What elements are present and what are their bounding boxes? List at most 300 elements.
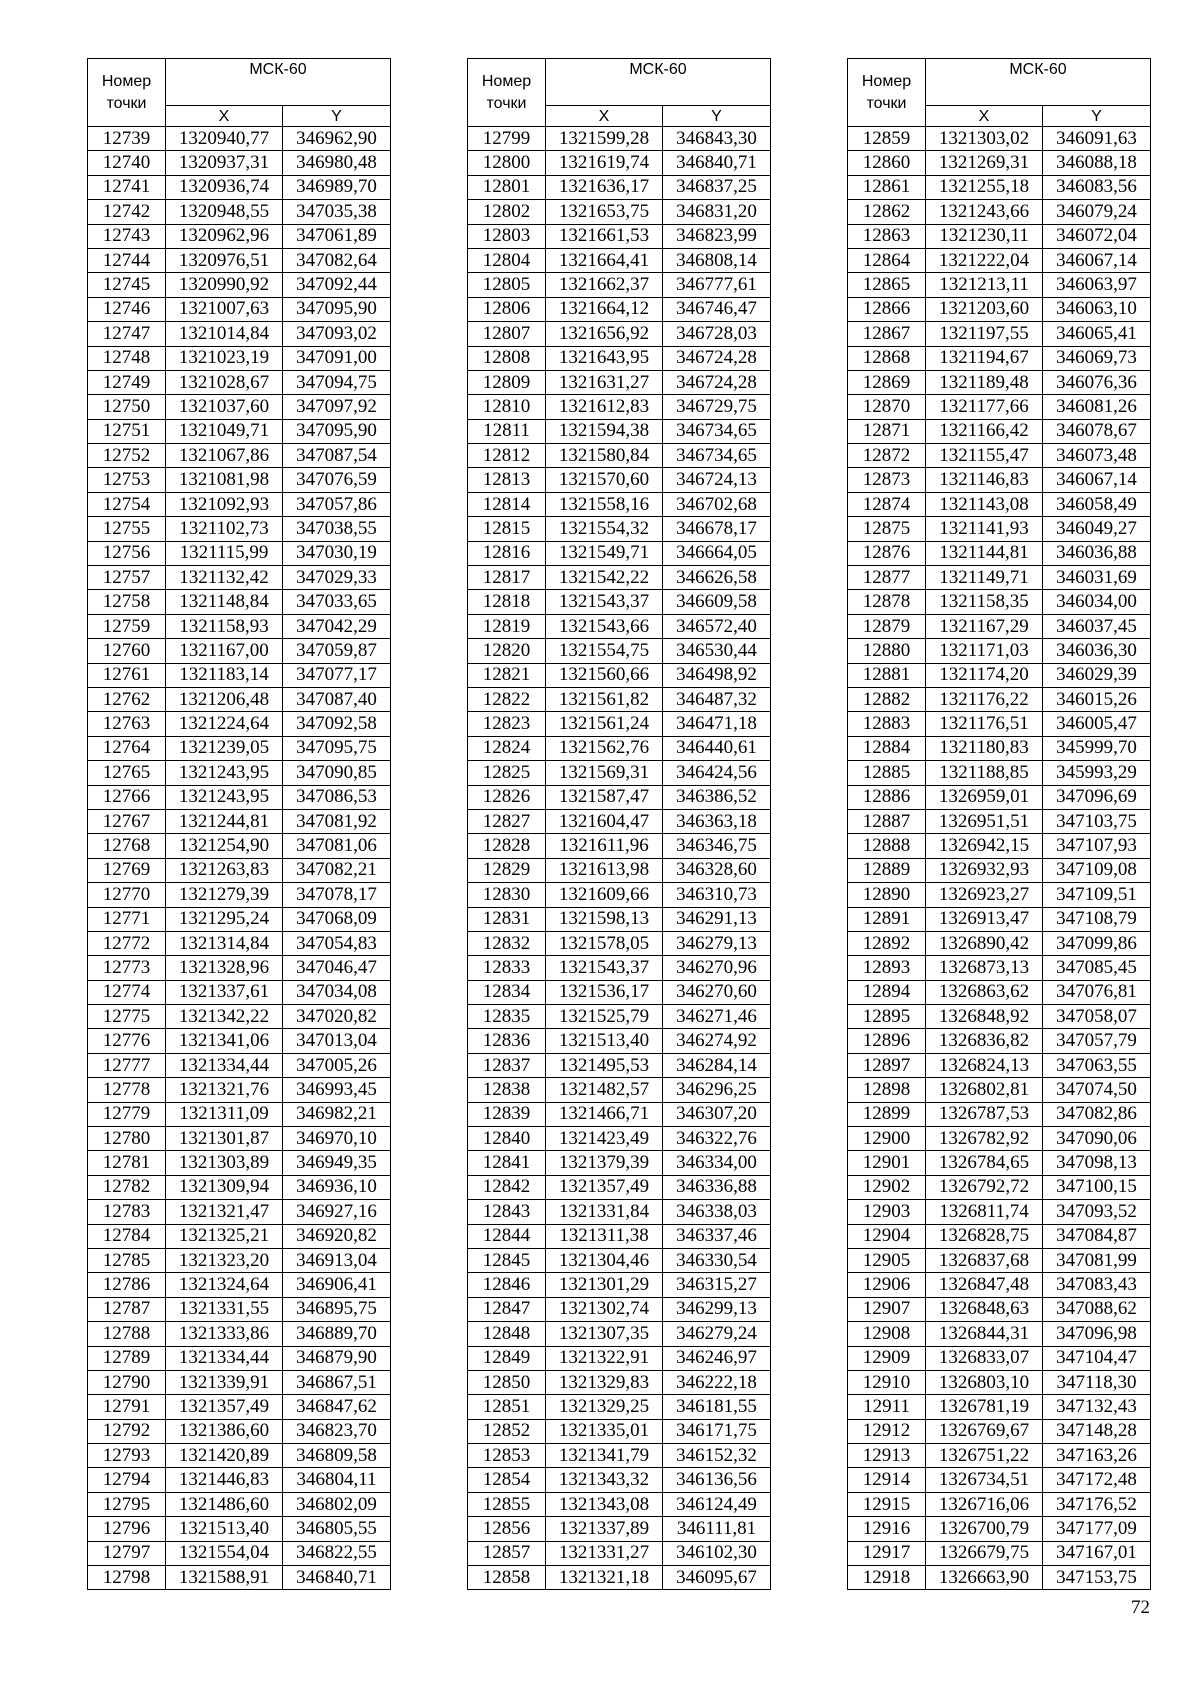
table-row [88,248,391,272]
table-row [88,1517,391,1541]
point-number-cell: 12876 [848,541,926,565]
table-row [468,175,771,199]
table-row [88,785,391,809]
point-number-cell: 12789 [88,1346,166,1370]
table-row [848,1151,1151,1175]
point-number-cell: 12759 [88,614,166,638]
y-coordinate-cell: 346678,17 [663,517,771,541]
point-number-cell: 12853 [468,1444,546,1468]
x-coordinate-cell: 1321379,39 [546,1151,663,1175]
table-row [848,1078,1151,1102]
x-coordinate-cell: 1321337,61 [166,980,283,1004]
y-coordinate-cell: 347042,29 [283,614,391,638]
table-row [848,151,1151,175]
point-number-cell: 12884 [848,736,926,760]
table-row [848,931,1151,955]
x-coordinate-cell: 1326811,74 [926,1200,1043,1224]
y-coordinate-cell: 346307,20 [663,1102,771,1126]
table-row [848,883,1151,907]
x-coordinate-cell: 1321014,84 [166,322,283,346]
table-row [88,1395,391,1419]
point-number-cell: 12834 [468,980,546,1004]
coordinate-system-header: МСК-60 [926,59,1151,106]
x-coordinate-cell: 1321244,81 [166,809,283,833]
x-coordinate-cell: 1321554,04 [166,1541,283,1565]
point-number-cell: 12833 [468,956,546,980]
point-number-cell: 12855 [468,1492,546,1516]
table-row [88,1419,391,1443]
point-number-cell: 12772 [88,931,166,955]
table-row [88,614,391,638]
y-coordinate-cell: 346809,58 [283,1444,391,1468]
x-coordinate-cell: 1321254,90 [166,834,283,858]
x-coordinate-cell: 1321194,67 [926,346,1043,370]
x-coordinate-cell: 1321311,38 [546,1224,663,1248]
y-coordinate-cell: 347092,58 [283,712,391,736]
table-row [88,931,391,955]
table-row [88,541,391,565]
table-row [88,736,391,760]
y-coordinate-cell: 346927,16 [283,1200,391,1224]
x-coordinate-cell: 1321604,47 [546,809,663,833]
table-row [468,1005,771,1029]
x-coordinate-cell: 1321328,96 [166,956,283,980]
point-number-cell: 12750 [88,395,166,419]
x-coordinate-cell: 1321067,86 [166,444,283,468]
x-coordinate-cell: 1321203,60 [926,297,1043,321]
x-coordinate-cell: 1326828,75 [926,1224,1043,1248]
x-coordinate-cell: 1321302,74 [546,1297,663,1321]
table-row [468,248,771,272]
point-number-cell: 12832 [468,931,546,955]
x-coordinate-cell: 1321141,93 [926,517,1043,541]
y-coordinate-cell: 347095,75 [283,736,391,760]
y-coordinate-cell: 346808,14 [663,248,771,272]
x-coordinate-cell: 1321554,75 [546,639,663,663]
y-coordinate-cell: 346079,24 [1043,200,1151,224]
point-number-cell: 12765 [88,761,166,785]
x-coordinate-cell: 1320990,92 [166,273,283,297]
point-number-cell: 12841 [468,1151,546,1175]
point-number-cell: 12865 [848,273,926,297]
table-row [848,1566,1151,1590]
table-row [88,1200,391,1224]
y-coordinate-cell: 346081,26 [1043,395,1151,419]
y-coordinate-cell: 347083,43 [1043,1273,1151,1297]
x-coordinate-cell: 1321599,28 [546,127,663,151]
point-number-cell: 12842 [468,1175,546,1199]
y-coordinate-cell: 346005,47 [1043,712,1151,736]
point-number-cell: 12893 [848,956,926,980]
table-row [848,297,1151,321]
y-coordinate-cell: 346843,30 [663,127,771,151]
point-number-cell: 12766 [88,785,166,809]
table-row [468,1200,771,1224]
table-row [468,1517,771,1541]
point-number-cell: 12779 [88,1102,166,1126]
y-coordinate-cell: 346336,88 [663,1175,771,1199]
x-coordinate-cell: 1326782,92 [926,1127,1043,1151]
point-number-cell: 12781 [88,1151,166,1175]
y-column-header: Y [283,106,391,127]
x-coordinate-cell: 1321324,64 [166,1273,283,1297]
table-row [468,1370,771,1394]
y-coordinate-cell: 346067,14 [1043,248,1151,272]
table-row [88,273,391,297]
point-number-cell: 12827 [468,809,546,833]
y-coordinate-cell: 346777,61 [663,273,771,297]
x-coordinate-cell: 1321334,44 [166,1346,283,1370]
y-coordinate-cell: 347034,08 [283,980,391,1004]
point-number-cell: 12794 [88,1468,166,1492]
x-coordinate-cell: 1326848,92 [926,1005,1043,1029]
y-coordinate-cell: 347077,17 [283,663,391,687]
y-coordinate-cell: 347084,87 [1043,1224,1151,1248]
coordinates-table-1 [87,58,391,1590]
table-row [848,1395,1151,1419]
point-number-cell: 12848 [468,1322,546,1346]
point-number-cell: 12761 [88,663,166,687]
table-row [848,809,1151,833]
point-number-cell: 12791 [88,1395,166,1419]
table-row [88,1224,391,1248]
y-coordinate-cell: 347030,19 [283,541,391,565]
point-number-cell: 12755 [88,517,166,541]
y-coordinate-cell: 347081,99 [1043,1248,1151,1272]
table-row [88,322,391,346]
table-row [848,956,1151,980]
page-number: 72 [1131,1597,1150,1618]
table-row [848,541,1151,565]
x-coordinate-cell: 1321482,57 [546,1078,663,1102]
y-coordinate-cell: 346279,13 [663,931,771,955]
table-row [88,566,391,590]
y-coordinate-cell: 346036,30 [1043,639,1151,663]
y-coordinate-cell: 346322,76 [663,1127,771,1151]
point-number-cell: 12889 [848,858,926,882]
y-coordinate-cell: 346895,75 [283,1297,391,1321]
x-coordinate-cell: 1326873,13 [926,956,1043,980]
y-coordinate-cell: 347013,04 [283,1029,391,1053]
table-row [848,1102,1151,1126]
y-coordinate-cell: 346072,04 [1043,224,1151,248]
x-coordinate-cell: 1321588,91 [166,1566,283,1590]
table-row [88,809,391,833]
x-coordinate-cell: 1326663,90 [926,1566,1043,1590]
y-coordinate-cell: 346067,14 [1043,468,1151,492]
point-number-cell: 12844 [468,1224,546,1248]
table-row [468,468,771,492]
table-row [848,1224,1151,1248]
point-number-cell: 12774 [88,980,166,1004]
y-coordinate-cell: 347029,33 [283,566,391,590]
y-coordinate-cell: 346058,49 [1043,492,1151,516]
table-row [88,1273,391,1297]
point-number-cell: 12877 [848,566,926,590]
point-number-cell: 12898 [848,1078,926,1102]
table-row [468,1175,771,1199]
table-row [88,444,391,468]
x-coordinate-cell: 1326942,15 [926,834,1043,858]
table-row [848,346,1151,370]
point-number-cell: 12805 [468,273,546,297]
point-number-cell: 12802 [468,200,546,224]
point-number-cell: 12763 [88,712,166,736]
x-coordinate-cell: 1321611,96 [546,834,663,858]
y-coordinate-cell: 347108,79 [1043,907,1151,931]
x-coordinate-cell: 1321543,37 [546,590,663,614]
table-row [468,712,771,736]
y-coordinate-cell: 347092,44 [283,273,391,297]
y-coordinate-cell: 346970,10 [283,1127,391,1151]
x-coordinate-cell: 1321243,66 [926,200,1043,224]
x-coordinate-cell: 1321554,32 [546,517,663,541]
table-row [468,614,771,638]
table-row [468,1151,771,1175]
y-coordinate-cell: 347082,64 [283,248,391,272]
x-coordinate-cell: 1321609,66 [546,883,663,907]
table-row [468,1346,771,1370]
x-coordinate-cell: 1321423,49 [546,1127,663,1151]
point-number-cell: 12915 [848,1492,926,1516]
x-coordinate-cell: 1326792,72 [926,1175,1043,1199]
x-coordinate-cell: 1321177,66 [926,395,1043,419]
y-coordinate-cell: 346734,65 [663,444,771,468]
table-row [88,1005,391,1029]
y-coordinate-cell: 347090,06 [1043,1127,1151,1151]
y-coordinate-cell: 346031,69 [1043,566,1151,590]
y-coordinate-cell: 346246,97 [663,1346,771,1370]
point-number-cell: 12917 [848,1541,926,1565]
table-row [848,1541,1151,1565]
y-coordinate-cell: 346724,28 [663,346,771,370]
point-number-cell: 12872 [848,444,926,468]
y-coordinate-cell: 347058,07 [1043,1005,1151,1029]
x-coordinate-cell: 1326848,63 [926,1297,1043,1321]
point-number-cell: 12811 [468,419,546,443]
point-number-cell: 12903 [848,1200,926,1224]
x-coordinate-cell: 1321102,73 [166,517,283,541]
table-row [848,590,1151,614]
table-row [848,1200,1151,1224]
x-coordinate-cell: 1321197,55 [926,322,1043,346]
x-coordinate-cell: 1321023,19 [166,346,283,370]
point-number-cell: 12771 [88,907,166,931]
point-number-cell: 12792 [88,1419,166,1443]
table-row [848,395,1151,419]
x-coordinate-cell: 1321167,29 [926,614,1043,638]
point-number-cell: 12916 [848,1517,926,1541]
table-row [88,1029,391,1053]
x-coordinate-cell: 1326847,48 [926,1273,1043,1297]
point-number-cell: 12796 [88,1517,166,1541]
x-coordinate-cell: 1321321,76 [166,1078,283,1102]
y-coordinate-cell: 346840,71 [283,1566,391,1590]
y-coordinate-cell: 346386,52 [663,785,771,809]
point-number-cell: 12777 [88,1053,166,1077]
y-coordinate-cell: 345999,70 [1043,736,1151,760]
y-coordinate-cell: 346424,56 [663,761,771,785]
x-coordinate-cell: 1321269,31 [926,151,1043,175]
table-row [848,907,1151,931]
y-coordinate-cell: 347097,92 [283,395,391,419]
table-row [468,956,771,980]
table-row [848,370,1151,394]
x-coordinate-cell: 1321661,53 [546,224,663,248]
x-coordinate-cell: 1321239,05 [166,736,283,760]
y-coordinate-cell: 347087,54 [283,444,391,468]
x-coordinate-cell: 1321311,09 [166,1102,283,1126]
y-coordinate-cell: 346822,55 [283,1541,391,1565]
point-number-cell: 12809 [468,370,546,394]
point-number-cell: 12742 [88,200,166,224]
table-row [468,492,771,516]
x-coordinate-cell: 1321636,17 [546,175,663,199]
y-coordinate-cell: 346980,48 [283,151,391,175]
x-coordinate-cell: 1321325,21 [166,1224,283,1248]
table-row [848,712,1151,736]
y-coordinate-cell: 347094,75 [283,370,391,394]
coordinates-table-2 [467,58,771,1590]
y-coordinate-cell: 347085,45 [1043,956,1151,980]
x-coordinate-cell: 1321243,95 [166,785,283,809]
point-number-cell: 12874 [848,492,926,516]
y-coordinate-cell: 347107,93 [1043,834,1151,858]
table-row [848,273,1151,297]
y-coordinate-cell: 346284,14 [663,1053,771,1077]
table-row [88,419,391,443]
x-coordinate-cell: 1321335,01 [546,1419,663,1443]
table-row [468,419,771,443]
y-coordinate-cell: 347132,43 [1043,1395,1151,1419]
x-coordinate-cell: 1321307,35 [546,1322,663,1346]
table-row [468,590,771,614]
y-coordinate-cell: 346823,99 [663,224,771,248]
y-coordinate-cell: 347078,17 [283,883,391,907]
table-row [468,639,771,663]
table-row [848,1370,1151,1394]
y-coordinate-cell: 346487,32 [663,687,771,711]
y-coordinate-cell: 347103,75 [1043,809,1151,833]
point-number-cell: 12869 [848,370,926,394]
y-coordinate-cell: 346920,82 [283,1224,391,1248]
table-row [468,1492,771,1516]
table-row [468,151,771,175]
y-coordinate-cell: 347172,48 [1043,1468,1151,1492]
y-coordinate-cell: 346962,90 [283,127,391,151]
y-coordinate-cell: 347038,55 [283,517,391,541]
table-row [468,1419,771,1443]
x-coordinate-cell: 1321303,02 [926,127,1043,151]
y-coordinate-cell: 346328,60 [663,858,771,882]
x-coordinate-cell: 1321243,95 [166,761,283,785]
y-coordinate-cell: 346334,00 [663,1151,771,1175]
table-row [848,639,1151,663]
table-row [848,736,1151,760]
x-coordinate-cell: 1321301,87 [166,1127,283,1151]
table-row [468,931,771,955]
x-coordinate-cell: 1321222,04 [926,248,1043,272]
x-coordinate-cell: 1321513,40 [546,1029,663,1053]
x-coordinate-cell: 1326700,79 [926,1517,1043,1541]
point-number-cell: 12756 [88,541,166,565]
x-coordinate-cell: 1326913,47 [926,907,1043,931]
y-coordinate-cell: 346076,36 [1043,370,1151,394]
y-coordinate-cell: 347163,26 [1043,1444,1151,1468]
y-coordinate-cell: 346572,40 [663,614,771,638]
table-row [468,1541,771,1565]
point-number-cell: 12859 [848,127,926,151]
y-coordinate-cell: 346804,11 [283,1468,391,1492]
point-number-cell: 12810 [468,395,546,419]
x-coordinate-cell: 1321189,48 [926,370,1043,394]
x-coordinate-cell: 1321188,85 [926,761,1043,785]
point-number-cell: 12840 [468,1127,546,1151]
x-coordinate-cell: 1321656,92 [546,322,663,346]
table-row [848,761,1151,785]
point-number-cell: 12817 [468,566,546,590]
table-row [848,1005,1151,1029]
table-row [88,127,391,151]
table-row [468,1297,771,1321]
y-coordinate-cell: 346664,05 [663,541,771,565]
point-number-cell: 12858 [468,1566,546,1590]
table-row [848,785,1151,809]
table-row [468,1273,771,1297]
y-coordinate-cell: 346702,68 [663,492,771,516]
table-row [848,1273,1151,1297]
x-coordinate-cell: 1321446,83 [166,1468,283,1492]
x-coordinate-cell: 1321613,98 [546,858,663,882]
y-coordinate-cell: 347109,08 [1043,858,1151,882]
table-row [88,1541,391,1565]
table-row [88,639,391,663]
y-coordinate-cell: 346271,46 [663,1005,771,1029]
table-row [468,809,771,833]
x-coordinate-cell: 1321007,63 [166,297,283,321]
y-coordinate-cell: 347090,85 [283,761,391,785]
x-coordinate-cell: 1321631,27 [546,370,663,394]
y-coordinate-cell: 347104,47 [1043,1346,1151,1370]
y-coordinate-cell: 346063,97 [1043,273,1151,297]
y-coordinate-cell: 346111,81 [663,1517,771,1541]
y-coordinate-cell: 346049,27 [1043,517,1151,541]
y-coordinate-cell: 347177,09 [1043,1517,1151,1541]
y-coordinate-cell: 347118,30 [1043,1370,1151,1394]
point-number-cell: 12906 [848,1273,926,1297]
table-row [88,175,391,199]
y-coordinate-cell: 346840,71 [663,151,771,175]
point-number-cell: 12896 [848,1029,926,1053]
x-coordinate-cell: 1321303,89 [166,1151,283,1175]
point-number-cell: 12905 [848,1248,926,1272]
y-coordinate-cell: 346338,03 [663,1200,771,1224]
point-number-cell: 12785 [88,1248,166,1272]
table-row [88,1566,391,1590]
point-number-cell: 12783 [88,1200,166,1224]
point-number-cell: 12852 [468,1419,546,1443]
table-row [468,761,771,785]
y-coordinate-cell: 346291,13 [663,907,771,931]
x-coordinate-cell: 1321662,37 [546,273,663,297]
x-coordinate-cell: 1321329,83 [546,1370,663,1394]
point-number-cell: 12795 [88,1492,166,1516]
point-number-cell: 12839 [468,1102,546,1126]
x-coordinate-cell: 1321092,93 [166,492,283,516]
table-row [88,1297,391,1321]
x-coordinate-cell: 1326679,75 [926,1541,1043,1565]
point-number-cell: 12754 [88,492,166,516]
